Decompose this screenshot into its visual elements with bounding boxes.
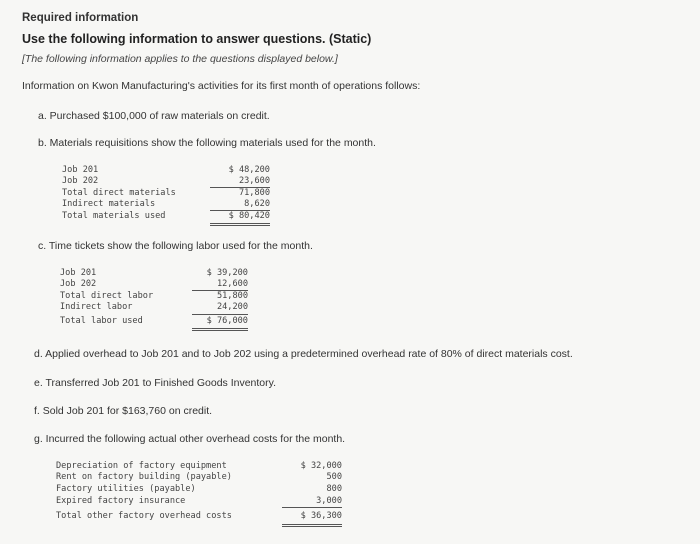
- row-label: Depreciation of factory equipment: [56, 461, 227, 471]
- row-label: Indirect materials: [62, 199, 156, 209]
- required-heading: Required information: [22, 12, 139, 24]
- total-rule: [192, 328, 248, 331]
- row-label: Total materials used: [62, 211, 166, 221]
- row-value: $ 80,420: [228, 211, 270, 221]
- labor-table: [60, 268, 248, 330]
- row-value: 3,000: [316, 496, 342, 506]
- table-row: [60, 279, 248, 290]
- row-value: $ 76,000: [206, 316, 248, 326]
- row-label: Total direct materials: [62, 188, 176, 198]
- table-row: [56, 461, 342, 472]
- row-value: 51,800: [216, 291, 248, 301]
- intro-text: Information on Kwon Manufacturing's activities for its first month of operations follows:: [22, 80, 421, 92]
- item-e: e. Transferred Job 201 to Finished Goods Inventory.: [34, 377, 277, 389]
- table-row: [62, 165, 270, 176]
- table-row: [56, 484, 342, 495]
- table-row: [56, 511, 342, 522]
- item-b: b. Materials requisitions show the following materials used for the month.: [38, 137, 376, 149]
- table-row: [60, 268, 248, 279]
- row-label: Indirect labor: [60, 302, 133, 312]
- row-value: $ 39,200: [206, 268, 248, 278]
- row-label: Rent on factory building (payable): [56, 472, 232, 482]
- table-row: [60, 291, 248, 302]
- row-value: 12,600: [216, 279, 248, 289]
- table-row: [60, 316, 248, 327]
- row-value: 8,620: [244, 199, 270, 209]
- table-row: [62, 176, 270, 187]
- row-label: Total direct labor: [60, 291, 154, 301]
- row-value: 24,200: [216, 302, 248, 312]
- row-label: Total labor used: [60, 316, 143, 326]
- subtotal-rule: [192, 314, 248, 315]
- table-row: [56, 496, 342, 507]
- instructions-heading: Use the following information to answer questions. (Static): [22, 32, 372, 46]
- overhead-table: [56, 461, 342, 527]
- row-value: $ 36,300: [300, 511, 342, 521]
- row-value: 71,800: [238, 188, 270, 198]
- total-rule: [282, 524, 342, 527]
- row-label: Job 201: [62, 165, 99, 175]
- item-a: a. Purchased $100,000 of raw materials on credit.: [38, 110, 270, 122]
- row-value: 500: [326, 472, 342, 482]
- row-label: Total other factory overhead costs: [56, 511, 232, 521]
- applies-note: [The following information applies to the questions displayed below.]: [22, 53, 338, 65]
- subtotal-rule: [282, 507, 342, 508]
- materials-table: [62, 165, 270, 225]
- row-value: 800: [326, 484, 342, 494]
- table-row: [60, 302, 248, 313]
- row-label: Job 201: [60, 268, 97, 278]
- table-row: [62, 211, 270, 222]
- table-row: [56, 472, 342, 483]
- table-row: [62, 199, 270, 210]
- row-value: $ 32,000: [300, 461, 342, 471]
- row-label: Expired factory insurance: [56, 496, 186, 506]
- item-f: f. Sold Job 201 for $163,760 on credit.: [34, 405, 213, 417]
- row-label: Job 202: [60, 279, 97, 289]
- row-label: Factory utilities (payable): [56, 484, 196, 494]
- item-c: c. Time tickets show the following labor used for the month.: [38, 240, 313, 252]
- item-g: g. Incurred the following actual other overhead costs for the month.: [34, 433, 346, 445]
- row-label: Job 202: [62, 176, 99, 186]
- row-value: $ 48,200: [228, 165, 270, 175]
- row-value: 23,600: [238, 176, 270, 186]
- item-d: d. Applied overhead to Job 201 and to Job 202 using a predetermined overhead rate of 80% of direct materials cost.: [34, 348, 573, 360]
- table-row: [62, 188, 270, 199]
- total-rule: [210, 223, 270, 226]
